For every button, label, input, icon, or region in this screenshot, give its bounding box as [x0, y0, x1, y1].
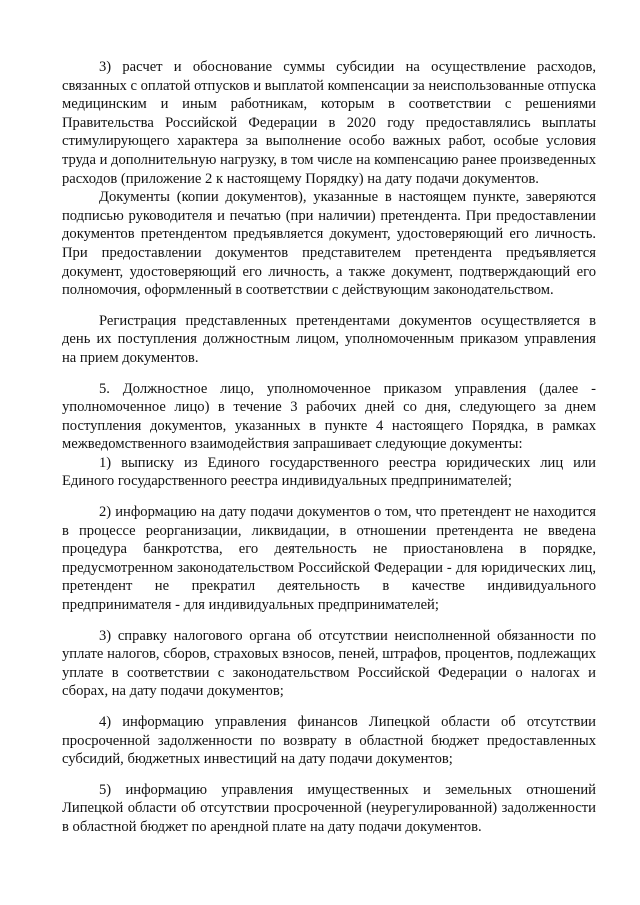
paragraph-item-4-finance: 4) информацию управления финансов Липецкой области об отсутствии просроченной задолженности по возврату в областной бюджет предоставленных субсидий, бюджетных инвестиций на дату подачи документов;: [62, 714, 596, 768]
paragraph-item-5-property: 5) информацию управления имущественных и земельных отношений Липецкой области об отсутствии просроченной (неурегулированной) задолженности в областной бюджет по арендной плате на дату подачи документов.: [62, 781, 596, 835]
paragraph-item-3-tax-certificate: 3) справку налогового органа об отсутствии неисполненной обязанности по уплате налогов, сборов, страховых взносов, пеней, штрафов, процентов, подлежащих уплате в соответствии с законодательством Российской Федерации о налогах и сборах, на дату подачи документов;: [62, 627, 596, 700]
paragraph-registration: Регистрация представленных претендентами документов осуществляется в день их поступления должностным лицом, уполномоченным приказом управления на прием документов.: [62, 312, 596, 366]
paragraph-item-3-calculation: 3) расчет и обоснование суммы субсидии на осуществление расходов, связанных с оплатой отпусков и выплатой компенсации за неиспользованные отпуска медицинским и иным работникам, которым в соответствии с решениями Правительства Российской Федерации в 2020 году предоставлялись выплаты стимулирующего характера за выполнение особо важных работ, особые условия труда и дополнительную нагрузку, в том числе на компенсацию ранее произведенных расходов (приложение 2 к настоящему Порядку) на дату подачи документов.: [62, 59, 596, 187]
paragraph-clause-5: 5. Должностное лицо, уполномоченное приказом управления (далее - уполномоченное лицо) в течение 3 рабочих дней со дня, следующего за днем поступления документов, указанных в пункте 4 настоящего Порядка, в рамках межведомственного взаимодействия запрашивает следующие документы:: [62, 380, 596, 453]
paragraph-item-1-extract: 1) выписку из Единого государственного реестра юридических лиц или Единого государственного реестра индивидуальных предпринимателей;: [62, 454, 596, 490]
document-page: [62, 58, 596, 837]
paragraph-item-2-information: 2) информацию на дату подачи документов о том, что претендент не находится в процессе реорганизации, ликвидации, в отношении претендента не введена процедура банкротства, его деятельность не приостановлена в порядке, предусмотренном законодательством Российской Федерации - для юридических лиц, претендент не прекратил деятельность в качестве индивидуального предпринимателя - для индивидуальных предпринимателей;: [62, 504, 596, 614]
paragraph-documents-certification: Документы (копии документов), указанные в настоящем пункте, заверяются подписью руководителя и печатью (при наличии) претендента. При предоставлении документов претендентом предъявляется документ, удостоверяющий его личность. При предоставлении документов представителем претендента предъявляется документ, удостоверяющий его личность, а также документ, подтверждающий его полномочия, оформленный в соответствии с действующим законодательством.: [62, 189, 596, 299]
